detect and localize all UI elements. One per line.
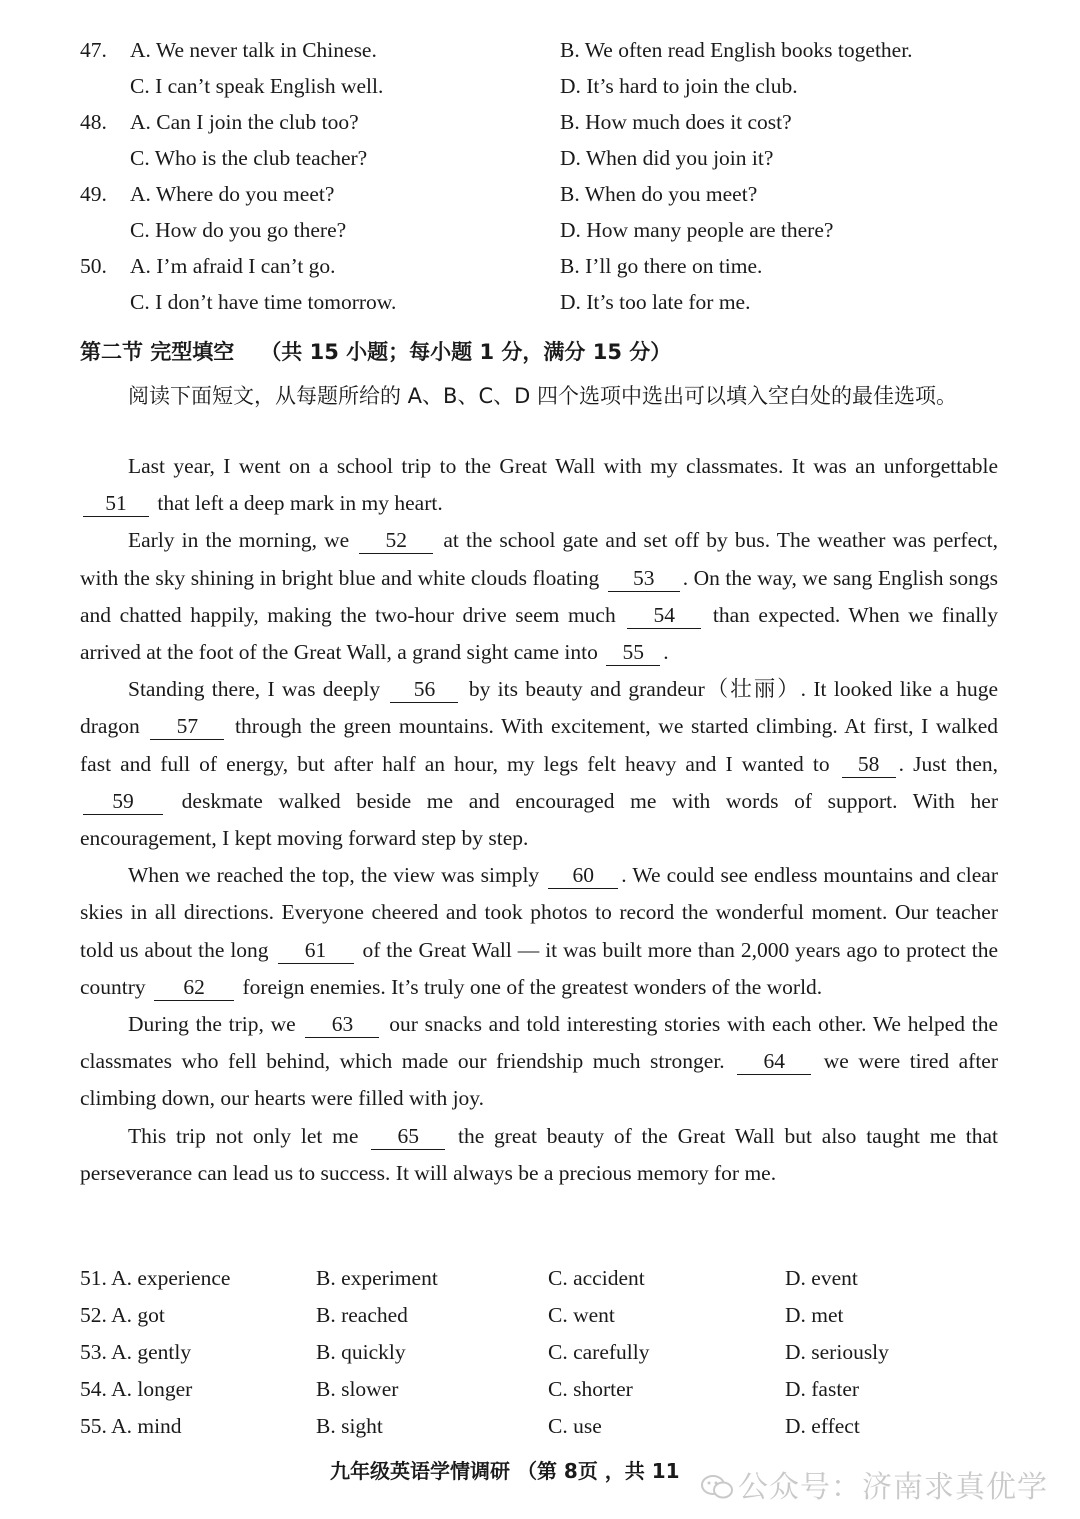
blank-63: 63	[305, 1011, 379, 1038]
blank-55: 55	[606, 639, 660, 666]
question-47	[80, 38, 1020, 74]
text: by its beauty and grandeur（壮丽）. It looked like a huge dragon	[80, 677, 999, 739]
text: .	[663, 640, 669, 665]
text: . On the way, we sang English songs and chatted happily, making the two-hour drive seem much	[80, 565, 998, 627]
section-subtitle: （共 15 小题；每小题 1 分，满分 15 分）	[260, 340, 672, 364]
option-a: 51. A. experience	[80, 1266, 231, 1290]
blank-51: 51	[83, 490, 149, 517]
text: Early in the morning, we	[128, 528, 350, 553]
paragraph-1	[80, 448, 998, 522]
blank-58: 58	[842, 751, 896, 778]
option-c: C. Who is the club teacher?	[130, 146, 368, 170]
options-row-51	[80, 1266, 1020, 1303]
options-row-52	[80, 1303, 1020, 1340]
text: When we reached the top, the view was simply	[128, 863, 540, 888]
blank-54: 54	[627, 602, 701, 629]
question-number: 48.	[80, 110, 107, 134]
text: . We could see endless mountains and clear skies in all directions. Everyone cheered and took photos to record the wonderful moment. Our teacher told us about the long	[80, 863, 998, 962]
paragraph-2	[80, 522, 998, 671]
option-d: D. It’s too late for me.	[560, 290, 751, 314]
option-c: C. carefully	[548, 1340, 650, 1364]
text: of the Great Wall — it was built more than 2,000 years ago to protect the country	[80, 937, 998, 999]
blank-59: 59	[83, 788, 163, 815]
paragraph-5	[80, 1006, 998, 1118]
page-footer: 九年级英语学情调研 （第 8页 ，共 11	[330, 1459, 680, 1483]
paragraph-6	[80, 1118, 998, 1192]
text: foreign enemies. It’s truly one of the greatest wonders of the world.	[242, 974, 823, 999]
option-a: A. I’m afraid I can’t go.	[130, 254, 336, 278]
option-b: B. We often read English books together.	[560, 38, 913, 62]
text: . Just then,	[898, 751, 998, 776]
option-c: C. went	[548, 1303, 615, 1327]
text: Standing there, I was deeply	[128, 677, 381, 702]
text: Last year, I went on a school trip to the Great Wall with my classmates. It was an unforgettable	[128, 454, 998, 478]
option-a: 53. A. gently	[80, 1340, 192, 1364]
blank-62: 62	[154, 974, 234, 1001]
blank-61: 61	[278, 937, 354, 964]
option-c: C. use	[548, 1414, 602, 1438]
option-d: D. How many people are there?	[560, 218, 834, 242]
text: our snacks and told interesting stories with each other. We helped the classmates who fell behind, which made our friendship much stronger.	[80, 1012, 999, 1074]
option-d: D. effect	[785, 1414, 860, 1438]
option-d: D. seriously	[785, 1340, 889, 1364]
text: at the school gate and set off by bus. The weather was perfect, with the sky shining in bright blue and white clouds floating	[80, 528, 999, 590]
option-c: C. accident	[548, 1266, 645, 1290]
option-d: D. faster	[785, 1377, 860, 1401]
text: we were tired after climbing down, our hearts were filled with joy.	[80, 1049, 999, 1111]
option-a: 52. A. got	[80, 1303, 165, 1327]
option-a: 54. A. longer	[80, 1377, 193, 1401]
question-48	[80, 110, 1020, 146]
blank-52: 52	[359, 527, 433, 554]
option-b: B. I’ll go there on time.	[560, 254, 763, 278]
blank-57: 57	[150, 713, 224, 740]
question-number: 47.	[80, 38, 107, 62]
option-c: C. I can’t speak English well.	[130, 74, 384, 98]
options-row-54	[80, 1377, 1020, 1414]
option-b: B. How much does it cost?	[560, 110, 792, 134]
blank-56: 56	[390, 676, 458, 703]
option-b: B. sight	[316, 1414, 383, 1438]
option-d: D. It’s hard to join the club.	[560, 74, 798, 98]
option-a: 55. A. mind	[80, 1414, 182, 1438]
watermark-text: 公众号：济南求真优学	[738, 1470, 1048, 1505]
option-b: B. reached	[316, 1303, 408, 1327]
question-49-row2	[80, 218, 1020, 254]
option-b: B. slower	[316, 1377, 399, 1401]
blank-64: 64	[737, 1048, 811, 1075]
question-47-row2	[80, 74, 1020, 110]
text: than expected. When we finally arrived at the foot of the Great Wall, a grand sight came into	[80, 602, 999, 665]
section-heading	[80, 336, 671, 366]
options-row-55	[80, 1414, 1020, 1451]
section-title: 第二节 完型填空	[80, 340, 235, 364]
text: deskmate walked beside me and encouraged me with words of support. With her encouragement, I kept moving forward step by step.	[80, 788, 998, 851]
section-instruction: 阅读下面短文，从每题所给的 A、B、C、D 四个选项中选出可以填入空白处的最佳选项。	[128, 384, 957, 408]
option-b: B. When do you meet?	[560, 182, 758, 206]
text: that left a deep mark in my heart.	[157, 491, 443, 516]
question-50	[80, 254, 1020, 290]
option-c: C. shorter	[548, 1377, 633, 1401]
options-row-53	[80, 1340, 1020, 1377]
option-a: A. We never talk in Chinese.	[130, 38, 377, 62]
blank-53: 53	[608, 565, 680, 592]
paragraph-4	[80, 857, 998, 1006]
paragraph-3	[80, 671, 998, 857]
option-b: B. experiment	[316, 1266, 438, 1290]
option-c: C. I don’t have time tomorrow.	[130, 290, 397, 314]
question-48-row2	[80, 146, 1020, 182]
question-number: 50.	[80, 254, 107, 278]
blank-65: 65	[371, 1123, 445, 1150]
option-d: D. met	[785, 1303, 844, 1327]
option-d: D. When did you join it?	[560, 146, 774, 170]
cloze-passage	[80, 448, 998, 1192]
text: This trip not only let me	[128, 1123, 359, 1148]
wechat-icon	[700, 1474, 734, 1500]
option-a: A. Where do you meet?	[130, 182, 335, 206]
text: During the trip, we	[128, 1012, 296, 1037]
question-number: 49.	[80, 182, 107, 206]
watermark	[700, 1462, 1048, 1506]
option-b: B. quickly	[316, 1340, 406, 1364]
options-list	[80, 1266, 1020, 1451]
blank-60: 60	[548, 862, 618, 889]
text: through the green mountains. With excitement, we started climbing. At first, I walked fast and full of energy, but after half an hour, my legs felt heavy and I wanted to	[80, 714, 999, 776]
text: the great beauty of the Great Wall but also taught me that perseverance can lead us to success. It will always be a precious memory for me.	[80, 1123, 998, 1185]
option-d: D. event	[785, 1266, 858, 1290]
question-50-row2	[80, 290, 1020, 326]
option-a: A. Can I join the club too?	[130, 110, 359, 134]
question-49	[80, 182, 1020, 218]
option-c: C. How do you go there?	[130, 218, 347, 242]
